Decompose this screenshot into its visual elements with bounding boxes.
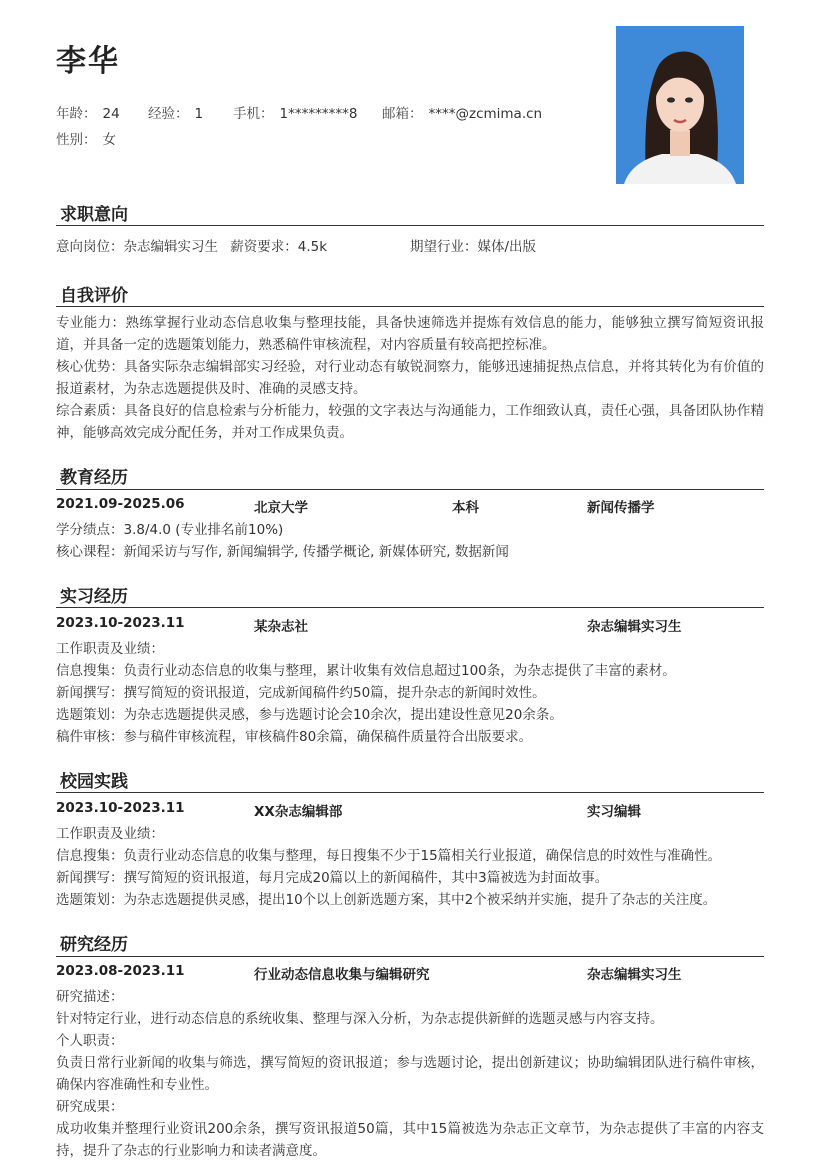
- education-header-row: [56, 496, 764, 518]
- education-school: 北京大学: [254, 500, 308, 516]
- age-value: 24: [102, 106, 120, 122]
- section-divider: [56, 225, 764, 226]
- research-duty: 负责日常行业新闻的收集与筛选，撰写简短的资讯报道；参与选题讨论，提出创新建议；协助编辑团队进行稿件审核，确保内容准确性和专业性。: [56, 1055, 764, 1093]
- section-divider: [56, 607, 764, 608]
- research-result-label: 研究成果：: [56, 1099, 124, 1115]
- section-title-self-eval: 自我评价: [60, 286, 128, 306]
- phone-value: 1*********8: [279, 106, 358, 122]
- self-eval-paragraph: 核心优势：具备实际杂志编辑部实习经验，对行业动态有敏锐洞察力，能够迅速捕捉热点信息，并将其转化为有价值的报道素材，为杂志选题提供及时、准确的灵感支持。: [56, 359, 764, 397]
- research-header-row: [56, 963, 764, 985]
- internship-role: 杂志编辑实习生: [587, 619, 682, 635]
- campus-line: 工作职责及业绩：: [56, 826, 164, 842]
- campus-line: 新闻撰写：撰写简短的资讯报道，每月完成20篇以上的新闻稿件，其中3篇被选为封面故事。: [56, 870, 609, 886]
- campus-line: 信息搜集：负责行业动态信息的收集与整理，每日搜集不少于15篇相关行业报道，确保信息的时效性与准确性。: [56, 848, 722, 864]
- email-item: 邮箱： ****@zcmima.cn: [382, 106, 543, 122]
- section-divider: [56, 792, 764, 793]
- phone-item: 手机： 1*********8: [233, 106, 358, 122]
- education-date: 2021.09-2025.06: [56, 496, 185, 512]
- self-eval-text: [56, 312, 764, 444]
- self-eval-paragraph: 专业能力：熟练掌握行业动态信息收集与整理技能，具备快速筛选并提炼有效信息的能力，能够独立撰写简短资讯报道，并具备一定的选题策划能力，熟悉稿件审核流程，对内容质量有较高把控标准。: [56, 315, 764, 353]
- research-result: 成功收集并整理行业资讯200余条，撰写资讯报道50篇，其中15篇被选为杂志正文章节，为杂志提供了丰富的内容支持，提升了杂志的行业影响力和读者满意度。: [56, 1121, 764, 1159]
- internship-line: 选题策划：为杂志选题提供灵感，参与选题讨论会10余次，提出建设性意见20余条。: [56, 707, 563, 723]
- campus-header-row: [56, 800, 764, 822]
- campus-details: [56, 823, 764, 911]
- education-line: 核心课程：新闻采访与写作, 新闻编辑学, 传播学概论, 新媒体研究, 数据新闻: [56, 544, 509, 560]
- section-title-intent: 求职意向: [60, 205, 128, 225]
- education-line: 学分绩点：3.8/4.0 (专业排名前10%): [56, 522, 284, 538]
- self-eval-paragraph: 综合素质：具备良好的信息检索与分析能力，较强的文字表达与沟通能力，工作细致认真，责任心强，具备团队协作精神，能够高效完成分配任务，并对工作成果负责。: [56, 403, 764, 441]
- email-value: ****@zcmima.cn: [428, 106, 543, 122]
- research-duty-label: 个人职责：: [56, 1033, 124, 1049]
- internship-line: 信息搜集：负责行业动态信息的收集与整理，累计收集有效信息超过100条，为杂志提供了丰富的素材。: [56, 663, 676, 679]
- campus-org: XX杂志编辑部: [254, 804, 343, 820]
- research-date: 2023.08-2023.11: [56, 963, 185, 979]
- section-divider: [56, 956, 764, 957]
- research-desc: 针对特定行业，进行动态信息的系统收集、整理与深入分析，为杂志提供新鲜的选题灵感与内容支持。: [56, 1011, 664, 1027]
- education-major: 新闻传播学: [587, 500, 655, 516]
- research-details: [56, 986, 764, 1162]
- internship-details: [56, 638, 764, 748]
- campus-role: 实习编辑: [587, 804, 641, 820]
- internship-line: 工作职责及业绩：: [56, 641, 164, 657]
- section-divider: [56, 489, 764, 490]
- basic-info-row-1: [56, 102, 542, 122]
- experience-item: 经验： 1: [148, 106, 204, 122]
- age-item: 年龄： 24: [56, 106, 120, 122]
- profile-photo: [616, 26, 744, 184]
- internship-line: 稿件审核：参与稿件审核流程，审核稿件80余篇，确保稿件质量符合出版要求。: [56, 729, 533, 745]
- internship-header-row: [56, 615, 764, 637]
- candidate-name: 李华: [56, 44, 120, 79]
- campus-line: 选题策划：为杂志选题提供灵感，提出10个以上创新选题方案，其中2个被采纳并实施，提升了杂志的关注度。: [56, 892, 717, 908]
- section-title-education: 教育经历: [60, 468, 128, 488]
- education-degree: 本科: [452, 500, 479, 516]
- intent-row: [56, 236, 764, 258]
- section-divider: [56, 306, 764, 307]
- education-details: [56, 519, 764, 563]
- research-project: 行业动态信息收集与编辑研究: [254, 967, 430, 983]
- internship-org: 某杂志社: [254, 619, 308, 635]
- section-title-research: 研究经历: [60, 935, 128, 955]
- section-title-campus: 校园实践: [60, 772, 128, 792]
- intent-industry: 期望行业：媒体/出版: [410, 239, 537, 255]
- section-title-internship: 实习经历: [60, 587, 128, 607]
- experience-value: 1: [194, 106, 204, 122]
- research-desc-label: 研究描述：: [56, 989, 124, 1005]
- internship-date: 2023.10-2023.11: [56, 615, 185, 631]
- campus-date: 2023.10-2023.11: [56, 800, 185, 816]
- portrait-illustration: [616, 26, 744, 184]
- basic-info-row-2: 性别： 女: [56, 132, 116, 148]
- intent-position: 意向岗位：杂志编辑实习生: [56, 239, 218, 255]
- research-role: 杂志编辑实习生: [587, 967, 682, 983]
- internship-line: 新闻撰写：撰写简短的资讯报道，完成新闻稿件约50篇，提升杂志的新闻时效性。: [56, 685, 546, 701]
- gender-value: 女: [102, 132, 116, 148]
- intent-salary: 薪资要求：4.5k: [230, 239, 328, 255]
